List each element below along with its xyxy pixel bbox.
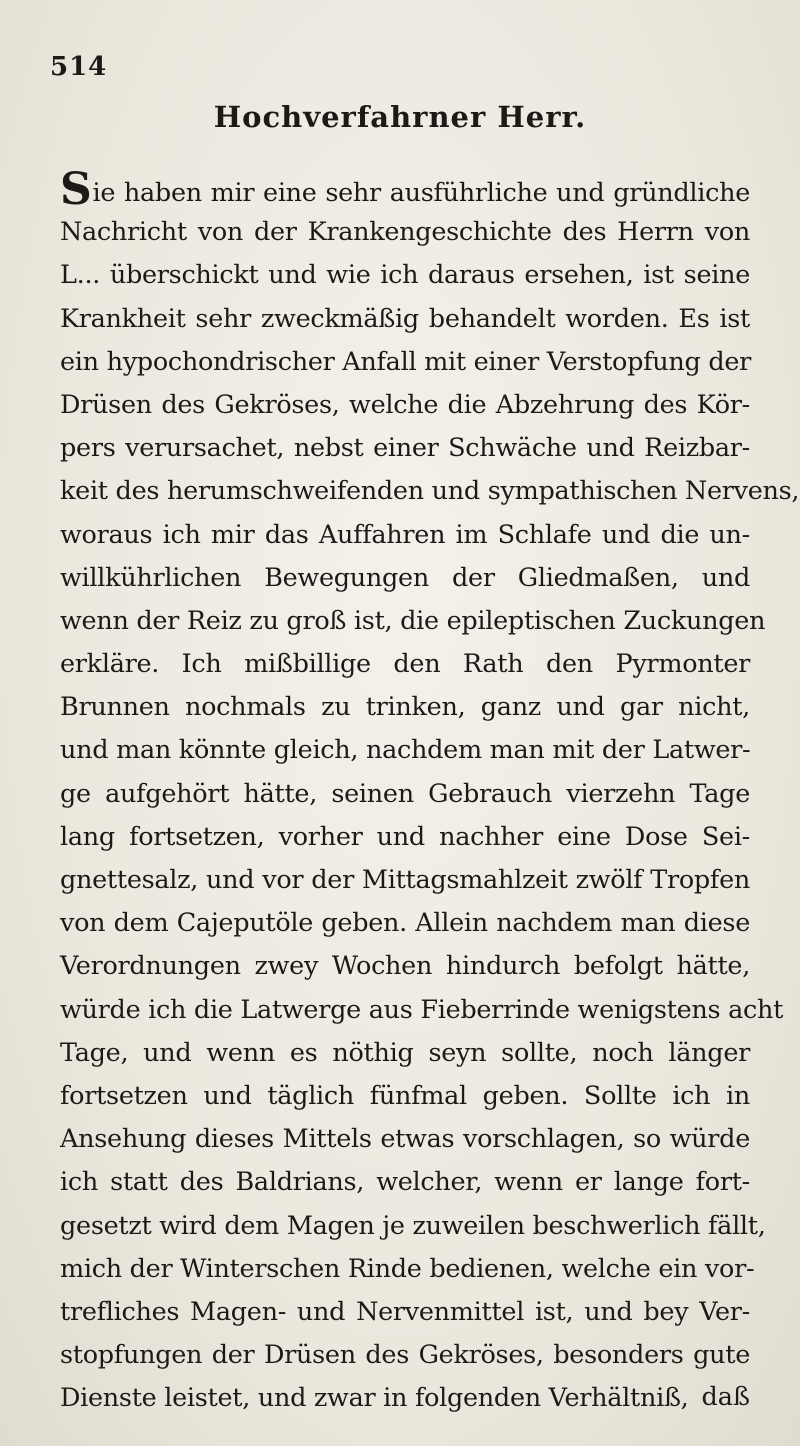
text-line: Sie haben mir eine sehr ausführliche und gründliche <box>60 164 750 215</box>
text-line: gnettesalz, und vor der Mittagsmahlzeit zwölf Tropfen <box>60 865 750 895</box>
drop-cap: S <box>60 164 92 215</box>
text-line: ich statt des Baldrians, welcher, wenn er lange fort- <box>60 1167 750 1198</box>
text-line: Dienste leistet, und zwar in folgenden Verhältniß, <box>60 1383 689 1414</box>
text-line: pers verursachet, nebst einer Schwäche und Reizbar- <box>60 433 750 464</box>
letter-salutation: Hochverfahrner Herr. <box>213 100 587 134</box>
text-line: trefliches Magen- und Nervenmittel ist, und bey Ver- <box>60 1296 750 1327</box>
text-line: ge aufgehört hätte, seinen Gebrauch vierzehn Tage <box>60 778 750 809</box>
catchword: daß <box>701 1382 750 1412</box>
page-number: 514 <box>50 52 108 82</box>
text-line: mich der Winterschen Rinde bedienen, welche ein vor- <box>60 1253 755 1284</box>
text-line: wenn der Reiz zu groß ist, die epileptischen Zuckungen <box>60 605 766 636</box>
text-line: keit des herumschweifenden und sympathischen Nervens, <box>60 476 800 507</box>
text-line: gesetzt wird dem Magen je zuweilen beschwerlich fällt, <box>60 1210 766 1241</box>
text-line: Brunnen nochmals zu trinken, ganz und gar nicht, <box>60 692 750 723</box>
text-line: fortsetzen und täglich fünfmal geben. Sollte ich in <box>60 1080 750 1111</box>
letter-body <box>60 164 800 1420</box>
text-line: Nachricht von der Krankengeschichte des Herrn von <box>60 217 750 248</box>
text-line: L... überschickt und wie ich daraus ersehen, ist seine <box>60 260 750 291</box>
text-line: von dem Cajeputöle geben. Allein nachdem man diese <box>60 908 750 939</box>
text-line: Verordnungen zwey Wochen hindurch befolgt hätte, <box>60 951 750 982</box>
text-line: und man könnte gleich, nachdem man mit der Latwer- <box>60 735 751 766</box>
text-line: erkläre. Ich mißbillige den Rath den Pyrmonter <box>60 649 750 680</box>
text-line: Drüsen des Gekröses, welche die Abzehrung des Kör- <box>60 389 750 420</box>
text-line: Tage, und wenn es nöthig seyn sollte, noch länger <box>60 1037 750 1068</box>
text-line: Krankheit sehr zweckmäßig behandelt worden. Es ist <box>60 303 750 334</box>
text-line: woraus ich mir das Auffahren im Schlafe und die un- <box>60 519 750 550</box>
text-line: lang fortsetzen, vorher und nachher eine Dose Sei- <box>60 821 750 852</box>
text-line: ein hypochondrischer Anfall mit einer Verstopfung der <box>60 346 752 377</box>
text-line: würde ich die Latwerge aus Fieberrinde wenigstens acht <box>60 994 784 1025</box>
text-line: stopfungen der Drüsen des Gekröses, besonders gute <box>60 1340 750 1371</box>
text-line: willkührlichen Bewegungen der Gliedmaßen, und <box>60 562 750 593</box>
text-line: Ansehung dieses Mittels etwas vorschlagen, so würde <box>60 1124 750 1155</box>
